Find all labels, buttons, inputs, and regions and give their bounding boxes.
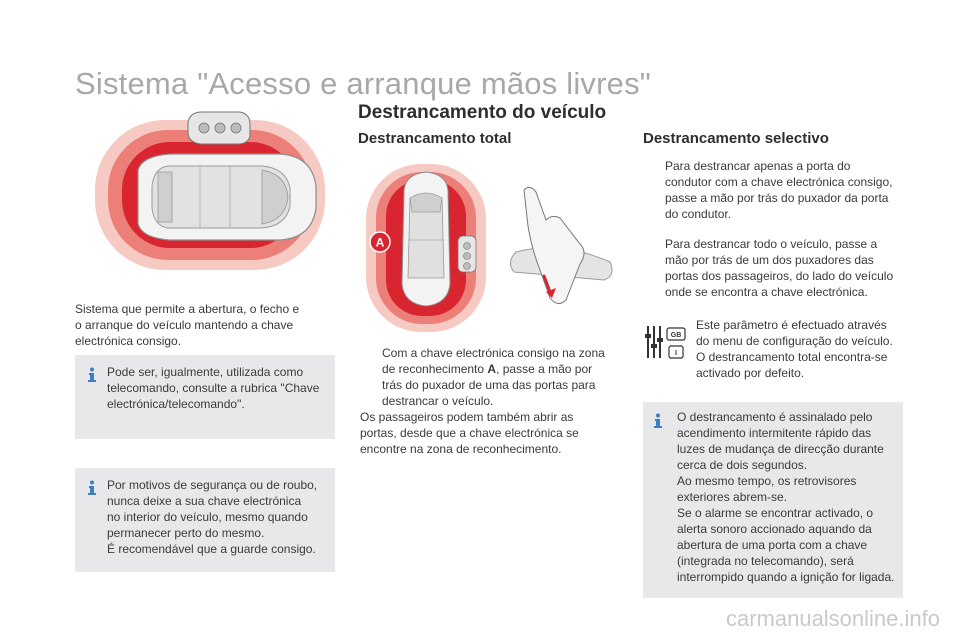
info-line: alerta sonoro accionado aquando da [677, 522, 872, 536]
bullet-icon [360, 345, 382, 409]
instruction-line: Para destrancar apenas a porta do [665, 159, 851, 173]
info-text [677, 409, 901, 585]
info-line: Por motivos de segurança ou de roubo, [107, 478, 318, 492]
info-line: É recomendável que a guarde consigo. [107, 542, 316, 556]
instruction-line: Para destrancar todo o veículo, passe a [665, 237, 878, 251]
info-line: cerca de dois segundos. [677, 458, 808, 472]
instruction-line: passe a mão por trás do puxador da porta [665, 191, 889, 205]
instruction-text: , passe a mão por [496, 362, 593, 376]
vehicle-configuration-icon [645, 322, 689, 362]
page-title: Sistema "Acesso e arranque mãos livres" [75, 66, 651, 101]
info-line: electrónica/telecomando". [107, 397, 245, 411]
info-line: luzes de mudança de direcção durante [677, 442, 884, 456]
car-top-view-vertical [402, 172, 450, 306]
marker-label-a: A [375, 235, 385, 250]
info-box-telecommand [75, 355, 335, 439]
key-fob-icon [188, 112, 250, 144]
intro-line: o arranque do veículo mantendo a chave [75, 318, 294, 332]
car-top-view [138, 154, 316, 240]
note-line: O destrancamento total encontra-se [696, 350, 888, 364]
instruction-line: mão por trás de um dos puxadores das [665, 253, 874, 267]
bullet-icon [643, 158, 665, 222]
instruction-line: portas dos passageiros, do lado do veículo [665, 269, 894, 283]
bullet-icon [643, 236, 665, 300]
note-line: do menu de configuração do veículo. [696, 334, 893, 348]
instruction-line: condutor com a chave electrónica consigo, [665, 175, 893, 189]
info-text [107, 477, 332, 557]
intro-line: Sistema que permite a abertura, o fecho e [75, 302, 300, 316]
footer-watermark: carmanualsonline.info [725, 606, 940, 631]
instruction-line: trás do puxador de uma das portas para [382, 378, 596, 392]
info-line: O destrancamento é assinalado pelo [677, 410, 873, 424]
language-i-label: I [675, 350, 677, 357]
info-line: nunca deixe a sua chave electrónica [107, 494, 302, 508]
passengers-paragraph [360, 409, 620, 457]
info-box-security [75, 468, 335, 572]
info-line: exteriores abrem-se. [677, 490, 788, 504]
selective-driver-instruction [643, 158, 908, 222]
hand-door-handle-illustration [500, 180, 618, 310]
instruction-text: de reconhecimento [382, 362, 488, 376]
total-unlock-instruction [360, 345, 620, 409]
info-box-unlock-signal [643, 402, 903, 598]
intro-line: electrónica consigo. [75, 334, 182, 348]
info-line: no interior do veículo, mesmo quando [107, 510, 308, 524]
detection-zone-illustration [90, 108, 330, 273]
info-line: Se o alarme se encontrar activado, o [677, 506, 874, 520]
paragraph-line: Os passageiros podem também abrir as [360, 410, 574, 424]
info-line: acendimento intermitente rápido das [677, 426, 872, 440]
note-line: activado por defeito. [696, 366, 805, 380]
section-heading: Destrancamento do veículo [358, 102, 607, 123]
instruction-line: destrancar o veículo. [382, 394, 494, 408]
language-gb-label: GB [670, 332, 682, 339]
info-line: Pode ser, igualmente, utilizada como [107, 365, 304, 379]
zone-reference: A [487, 362, 497, 376]
paragraph-line: encontre na zona de reconhecimento. [360, 442, 562, 456]
info-line: telecomando, consulte a rubrica "Chave [107, 381, 320, 395]
info-icon [85, 367, 99, 383]
total-unlock-zone-illustration [360, 160, 490, 335]
subsection-heading-total: Destrancamento total [358, 130, 512, 147]
intro-paragraph [75, 301, 335, 349]
info-icon [85, 480, 99, 496]
hand-icon [524, 187, 584, 303]
info-line: permanecer perto do mesmo. [107, 526, 265, 540]
instruction-line: do condutor. [665, 207, 732, 221]
info-icon [651, 413, 665, 429]
instruction-line: Com a chave electrónica consigo na zona [382, 346, 605, 360]
info-line: (integrada no telecomando), será [677, 554, 854, 568]
info-line: interrompido quando a ignição for ligada. [677, 570, 895, 584]
instruction-line: onde se encontra a chave electrónica. [665, 285, 868, 299]
info-line: Ao mesmo tempo, os retrovisores [677, 474, 857, 488]
configuration-note [696, 317, 911, 381]
info-line: abertura de uma porta com a chave [677, 538, 868, 552]
note-line: Este parâmetro é efectuado através [696, 318, 887, 332]
subsection-heading-selective: Destrancamento selectivo [643, 130, 829, 147]
paragraph-line: portas, desde que a chave electrónica se [360, 426, 579, 440]
instruction-line [382, 361, 605, 377]
info-text [107, 364, 332, 412]
selective-all-instruction [643, 236, 908, 300]
key-fob-icon [458, 236, 476, 272]
